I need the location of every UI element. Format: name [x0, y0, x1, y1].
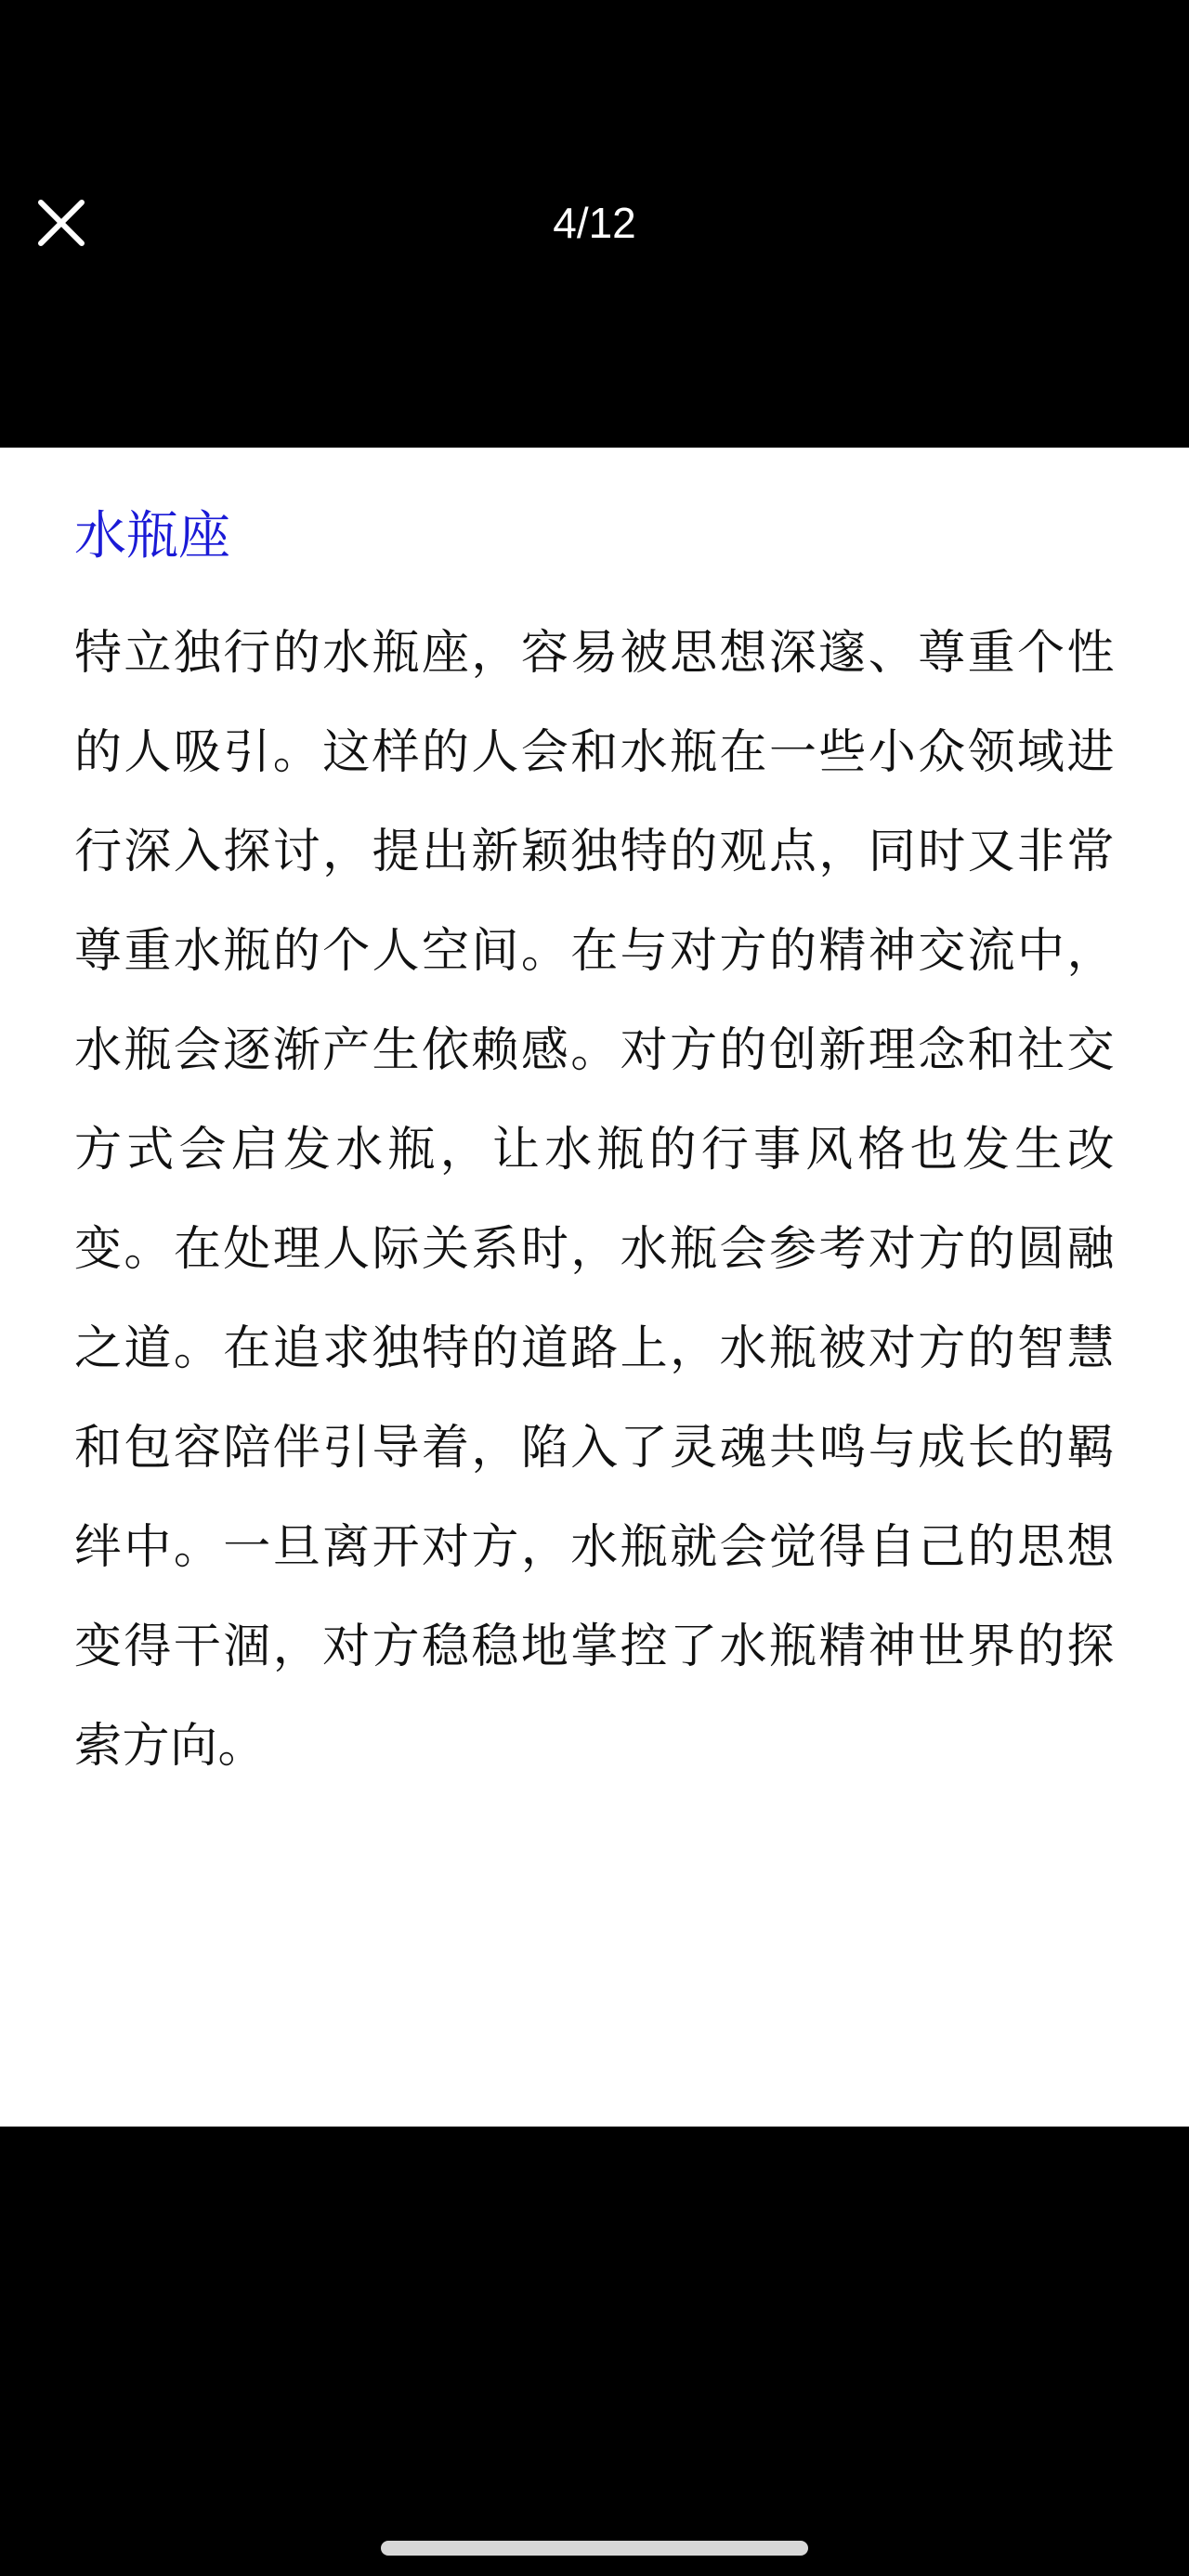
home-indicator[interactable]: [381, 2541, 808, 2556]
viewer-top-bar: [0, 0, 1189, 448]
article-page: [0, 448, 1189, 2127]
article-body: 特立独行的水瓶座，容易被思想深邃、尊重个性的人吸引。这样的人会和水瓶在一些小众领域进行深入探讨，提出新颖独特的观点，同时又非常尊重水瓶的个人空间。在与对方的精神交流中，水瓶会逐渐产生依赖感。对方的创新理念和社交方式会启发水瓶，让水瓶的行事风格也发生改变。在处理人际关系时，水瓶会参考对方的圆融之道。在追求独特的道路上，水瓶被对方的智慧和包容陪伴引导着，陷入了灵魂共鸣与成长的羁绊中。一旦离开对方，水瓶就会觉得自己的思想变得干涸，对方稳稳地掌控了水瓶精神世界的探索方向。: [74, 626, 1115, 1774]
article-title: 水瓶座: [74, 506, 230, 566]
page-counter: 4/12: [553, 199, 636, 247]
